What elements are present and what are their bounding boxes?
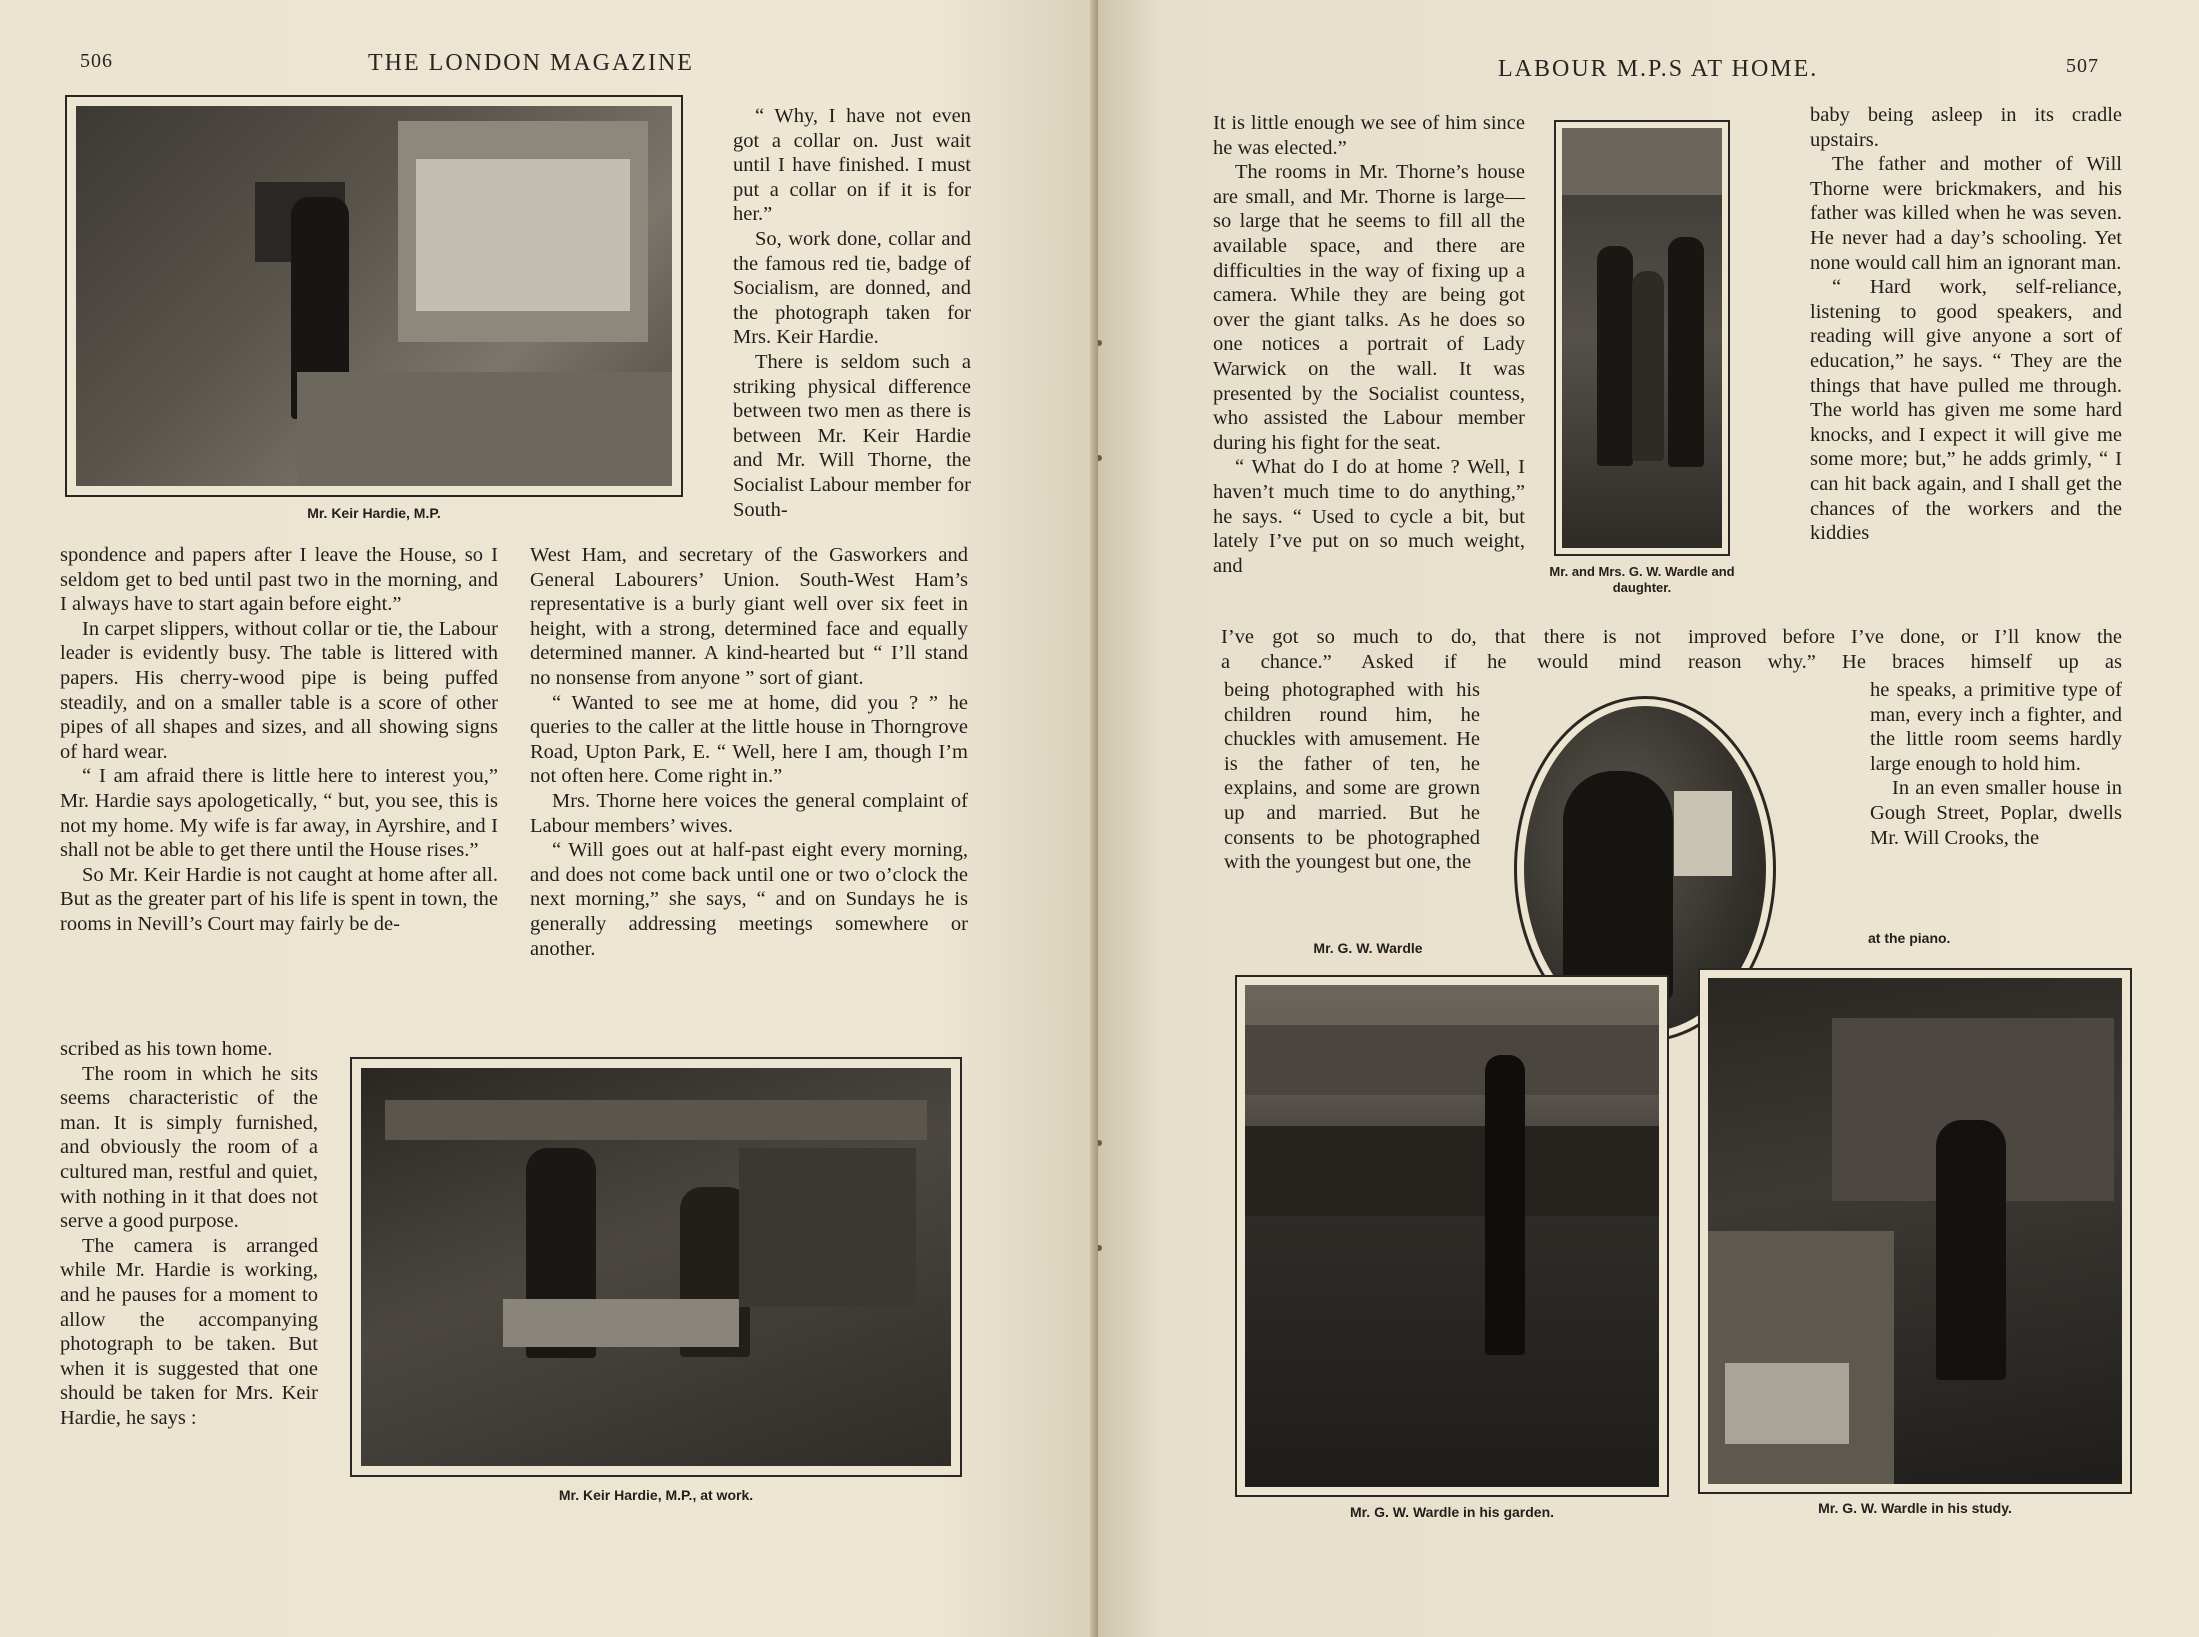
left-col2-top	[733, 104, 971, 522]
left-col2-bottom	[530, 543, 968, 961]
paragraph: Mrs. Thorne here voices the general complaint of Labour members’ wives.	[530, 789, 968, 837]
stitch-dot	[1098, 340, 1102, 346]
paragraph: The rooms in Mr. Thorne’s house are small, and Mr. Thorne is large—so large that he seems to fill all the available space, and there are difficulties in the way of fixing up a camera. While they are being got over the giant talks. As he does so one notices a portrait of Lady Warwick on the wall. It was presented by the Socialist countess, who assisted the Labour member during his fight for the seat.	[1213, 161, 1525, 454]
photo-keir-hardie-portrait	[65, 95, 683, 497]
left-page	[0, 0, 1098, 1637]
photo-image	[76, 106, 672, 486]
paragraph: In carpet slippers, without collar or tie, the Labour leader is evidently busy. The table is littered with papers. His cherry-wood pipe is being puffed steadily, and on a smaller table is a score of other pipes of all shapes and sizes, and all showing signs of hard wear.	[60, 617, 498, 763]
paragraph: scribed as his town home.	[60, 1038, 273, 1060]
stitch-dot	[1098, 455, 1102, 461]
caption-oval-left: Mr. G. W. Wardle	[1313, 940, 1423, 956]
running-title-right: LABOUR M.P.S AT HOME.	[1498, 56, 1819, 82]
paragraph: The father and mother of Will Thorne were brickmakers, and his father was killed when he was seven. He never had a day’s schooling. Yet none would call him an ignorant man.	[1810, 153, 2122, 274]
caption-wardle-garden: Mr. G. W. Wardle in his garden.	[1349, 1504, 1555, 1520]
paragraph: In an even smaller house in Gough Street, Poplar, dwells Mr. Will Crooks, the	[1870, 777, 2122, 849]
caption-wardle-family: Mr. and Mrs. G. W. Wardle and daughter.	[1549, 564, 1735, 595]
photo-image	[1245, 985, 1659, 1487]
page-number-right: 507	[2066, 55, 2099, 77]
photo-wardle-garden	[1235, 975, 1669, 1497]
paragraph: being photographed with his children round him, he chuckles with amusement. He is the father of ten, he explains, and some are grown up and married. But he consents to be photographed with the youngest but one, the	[1224, 679, 1480, 874]
paragraph: So, work done, collar and the famous red tie, badge of Socialism, are donned, and the photograph taken for Mrs. Keir Hardie.	[733, 227, 971, 349]
right-page	[1098, 0, 2199, 1637]
photo-wardle-family	[1554, 120, 1730, 556]
span-line-2a: a chance.” Asked if he would mind	[1221, 651, 1661, 673]
photo-wardle-study	[1698, 968, 2132, 1494]
span-line-2b: reason why.” He braces himself up as	[1688, 651, 2122, 673]
paragraph: “ Why, I have not even got a collar on. Just wait until I have finished. I must put a collar on if it is for her.”	[733, 105, 971, 226]
photo-image	[1708, 978, 2122, 1484]
right-col2-top	[1810, 103, 2122, 546]
stitch-dot	[1098, 1245, 1102, 1251]
paragraph: “ Wanted to see me at home, did you ? ” he queries to the caller at the little house in Thorngrove Road, Upton Park, E. “ Well, here I am, though I’m not often here. Come right in.”	[530, 691, 968, 788]
left-col1-top	[60, 543, 498, 937]
paragraph: “ What do I do at home ? Well, I haven’t much time to do anything,” he says. “ Used to cycle a bit, but lately I’ve put on so much weight, and	[1213, 456, 1525, 577]
page-number-left: 506	[80, 50, 113, 72]
running-title-left: THE LONDON MAGAZINE	[368, 50, 694, 76]
paragraph: So Mr. Keir Hardie is not caught at home after all. But as the greater part of his life is spent in town, the rooms in Nevill’s Court may fairly be de-	[60, 863, 498, 935]
caption-keir-hardie-portrait: Mr. Keir Hardie, M.P.	[307, 505, 441, 521]
photo-keir-hardie-at-work	[350, 1057, 962, 1477]
right-col2-bottom	[1870, 678, 2122, 850]
paragraph: “ I am afraid there is little here to interest you,” Mr. Hardie says apologetically, “ but, you see, this is not my home. My wife is far away, in Ayrshire, and I shall not be able to get there until the House rises.”	[60, 765, 498, 862]
caption-oval-right: at the piano.	[1868, 930, 1951, 946]
span-line-1b: improved before I’ve done, or I’ll know the	[1688, 626, 2122, 648]
span-line-1a: I’ve got so much to do, that there is not	[1221, 626, 1661, 648]
paragraph: “ Will goes out at half-past eight every morning, and does not come back until one or two o’clock the next morning,” she says, “ and on Sundays he is generally addressing meetings somewhere or another.	[530, 839, 968, 960]
paragraph: There is seldom such a striking physical difference between two men as there is between Mr. Keir Hardie and Mr. Will Thorne, the Socialist Labour member for South-	[733, 350, 971, 521]
caption-wardle-study: Mr. G. W. Wardle in his study.	[1818, 1500, 2012, 1516]
stitch-dot	[1098, 1140, 1102, 1146]
paragraph: spondence and papers after I leave the House, so I seldom get to bed until past two in the morning, and I always have to start again before eight.”	[60, 544, 498, 616]
paragraph: he speaks, a primitive type of man, every inch a fighter, and the little room seems hardly large enough to hold him.	[1870, 679, 2122, 775]
paragraph: West Ham, and secretary of the Gasworkers and General Labourers’ Union. South-West Ham’s representative is a burly giant well over six feet in height, with a strong, determined face and equally determined manner. A kind-hearted but “ I’ll stand no nonsense from anyone ” sort of giant.	[530, 544, 968, 689]
paragraph: baby being asleep in its cradle upstairs.	[1810, 104, 2122, 151]
right-col1-bottom	[1224, 678, 1480, 875]
paragraph: The camera is arranged while Mr. Hardie is working, and he pauses for a moment to allow the accompanying photograph to be taken. But when it is suggested that one should be taken for Mrs. Keir Hardie, he says :	[60, 1234, 318, 1429]
paragraph: It is little enough we see of him since he was elected.”	[1213, 112, 1525, 159]
paragraph: “ Hard work, self-reliance, listening to good speakers, and reading will give anyone a sort of education,” he says. “ They are the things that have pulled me through. The world has given me some hard knocks, and I expect it will give me some more; but,” he adds grimly, “ I can hit back again, and I shall get the chances of the workers and the kiddies	[1810, 276, 2122, 545]
paragraph: The room in which he sits seems characteristic of the man. It is simply furnished, and obviously the room of a cultured man, restful and quiet, with nothing in it that does not serve a good purpose.	[60, 1062, 318, 1233]
left-col1-bottom	[60, 1037, 318, 1431]
caption-keir-hardie-at-work: Mr. Keir Hardie, M.P., at work.	[558, 1487, 754, 1503]
photo-image	[1562, 128, 1722, 548]
photo-image	[361, 1068, 951, 1466]
right-col1-top	[1213, 111, 1525, 578]
